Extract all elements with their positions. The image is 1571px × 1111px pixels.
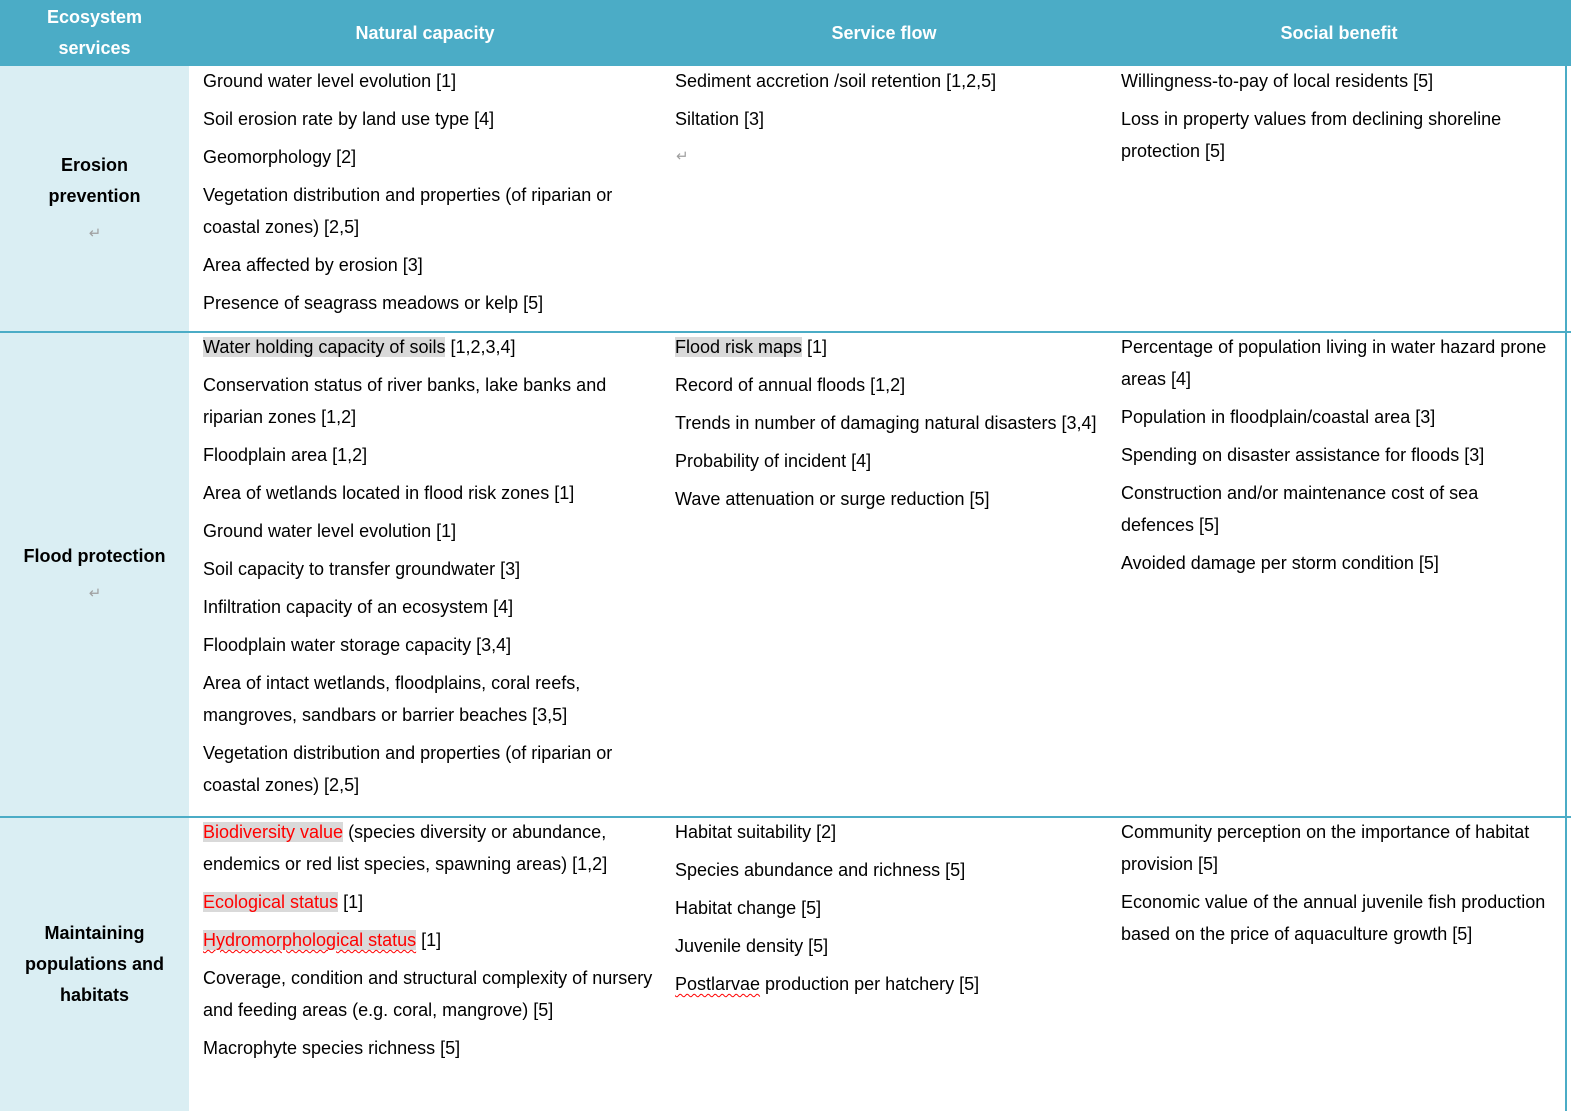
list-item: Coverage, condition and structural complexity of nursery and feeding areas (e.g. coral, mangrove) [5] (203, 968, 653, 1020)
list-item: Ground water level evolution [1] (203, 71, 457, 91)
erosion-social-benefit (1121, 65, 1551, 173)
paragraph-mark: ↵ (88, 584, 102, 602)
list-item: Species abundance and richness [5] (675, 860, 966, 880)
list-item: Community perception on the importance of habitat provision [5] (1121, 822, 1530, 874)
flood-natural-capacity (203, 331, 655, 807)
flood-social-benefit (1121, 331, 1551, 585)
list-item: Vegetation distribution and properties (of riparian or coastal zones) [2,5] (203, 743, 613, 795)
list-item: Infiltration capacity of an ecosystem [4] (203, 597, 514, 617)
list-item: Ground water level evolution [1] (203, 521, 457, 541)
habitat-social-benefit (1121, 816, 1551, 956)
list-item: Soil erosion rate by land use type [4] (203, 109, 495, 129)
list-item: Water holding capacity of soils [1,2,3,4] (203, 337, 516, 357)
list-item: Geomorphology [2] (203, 147, 357, 167)
list-item: Percentage of population living in water hazard prone areas [4] (1121, 337, 1547, 389)
list-item: Wave attenuation or surge reduction [5] (675, 489, 990, 509)
list-item: Sediment accretion /soil retention [1,2,5] (675, 71, 997, 91)
row-label-erosion-prevention: Erosion prevention ↵ (0, 66, 189, 332)
list-item: Floodplain water storage capacity [3,4] (203, 635, 512, 655)
row-label-maintaining-populations: Maintaining populations and habitats (0, 818, 189, 1111)
list-item: Construction and/or maintenance cost of sea defences [5] (1121, 483, 1479, 535)
list-item: Ecological status [1] (203, 892, 364, 912)
list-item: Vegetation distribution and properties (of riparian or coastal zones) [2,5] (203, 185, 613, 237)
list-item: Floodplain area [1,2] (203, 445, 368, 465)
erosion-natural-capacity (203, 65, 655, 325)
paragraph-mark: ↵ (676, 148, 689, 165)
table-right-border (1565, 66, 1567, 1111)
list-item: Presence of seagrass meadows or kelp [5] (203, 293, 544, 313)
list-item: Area affected by erosion [3] (203, 255, 423, 275)
list-item: Area of intact wetlands, floodplains, coral reefs, mangroves, sandbars or barrier beaches [3,5] (203, 673, 581, 725)
list-item: Hydromorphological status [1] (203, 930, 442, 950)
erosion-service-flow (675, 65, 1100, 173)
list-item: Trends in number of damaging natural disasters [3,4] (675, 413, 1097, 433)
list-item: Probability of incident [4] (675, 451, 872, 471)
list-item: Population in floodplain/coastal area [3] (1121, 407, 1436, 427)
list-item: Spending on disaster assistance for floods [3] (1121, 445, 1485, 465)
header-natural-capacity: Natural capacity (355, 22, 495, 43)
table-header (0, 0, 1571, 66)
list-item: Flood risk maps [1] (675, 337, 828, 357)
flood-service-flow (675, 331, 1100, 521)
header-service-flow: Service flow (831, 22, 937, 43)
row-label-flood-protection: Flood protection ↵ (0, 333, 189, 816)
list-item: Postlarvae production per hatchery [5] (675, 974, 980, 994)
list-item: Economic value of the annual juvenile fish production based on the price of aquaculture growth [5] (1121, 892, 1546, 944)
paragraph-mark: ↵ (88, 224, 102, 242)
list-item: Conservation status of river banks, lake banks and riparian zones [1,2] (203, 375, 607, 427)
list-item: Habitat suitability [2] (675, 822, 837, 842)
list-item: Area of wetlands located in flood risk zones [1] (203, 483, 575, 503)
list-item: Record of annual floods [1,2] (675, 375, 906, 395)
list-item: Soil capacity to transfer groundwater [3] (203, 559, 521, 579)
list-item: Biodiversity value (species diversity or abundance, endemics or red list species, spawning areas) [1,2] (203, 822, 608, 874)
list-item: Avoided damage per storm condition [5] (1121, 553, 1439, 573)
header-social-benefit: Social benefit (1280, 22, 1398, 43)
list-item: Siltation [3] (675, 109, 765, 129)
list-item: Willingness-to-pay of local residents [5] (1121, 71, 1434, 91)
list-item: Juvenile density [5] (675, 936, 829, 956)
list-item: Loss in property values from declining shoreline protection [5] (1121, 109, 1502, 161)
header-ecosystem-services: Ecosystem services (46, 7, 143, 58)
list-item: Habitat change [5] (675, 898, 822, 918)
list-item: Macrophyte species richness [5] (203, 1038, 461, 1058)
habitat-service-flow (675, 816, 1100, 1006)
habitat-natural-capacity (203, 816, 655, 1070)
